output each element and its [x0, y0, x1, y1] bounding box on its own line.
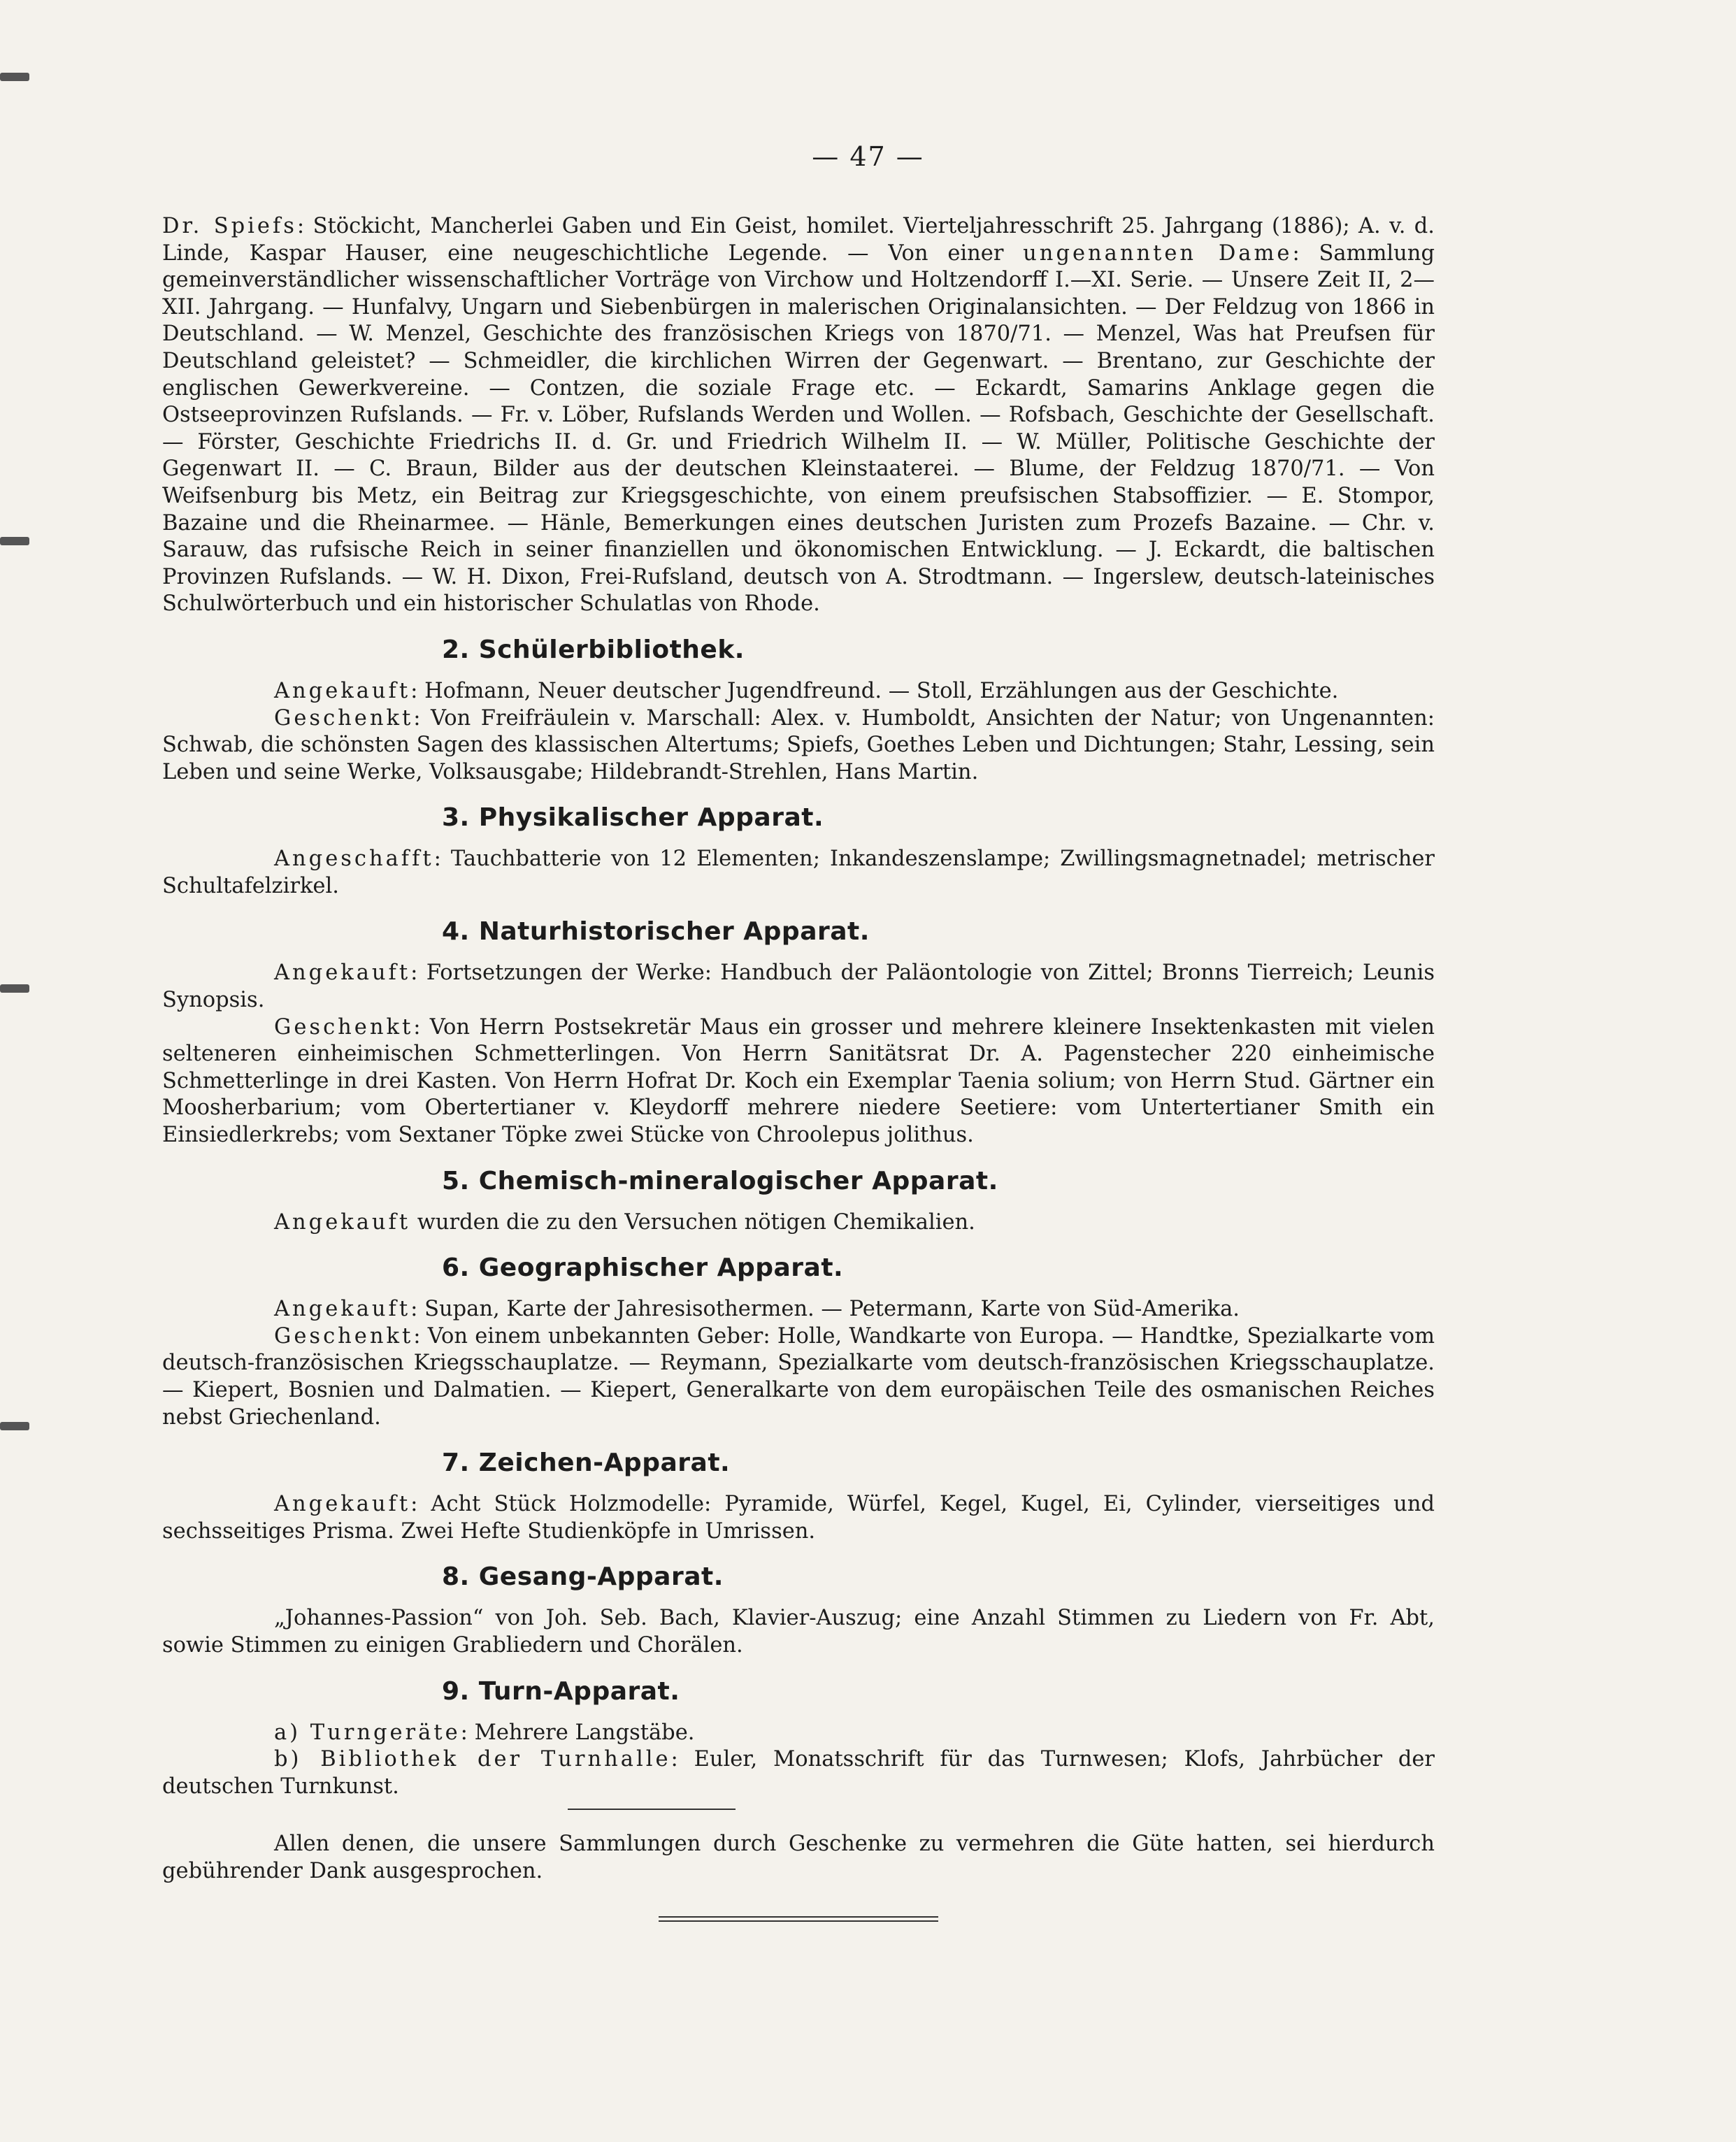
- section-paragraph: „Johannes-Passion“ von Joh. Seb. Bach, Klavier-Auszug; eine Anzahl Stimmen zu Liedern von Fr. Abt, sowie Stimmen zu einigen Grabliedern und Chorälen.: [162, 1606, 1435, 1658]
- page-number: — 47 —: [812, 141, 924, 172]
- closing-paragraph: Allen denen, die unsere Sammlungen durch Geschenke zu vermehren die Güte hatten, sei hierdurch gebührender Dank ausgesprochen.: [162, 1832, 1435, 1883]
- section-paragraph: b) Bibliothek der Turnhalle: Euler, Monatsschrift für das Turnwesen; Klofs, Jahrbücher der deutschen Turnkunst.: [162, 1747, 1435, 1799]
- section-paragraph: Geschenkt: Von einem unbekannten Geber: Holle, Wandkarte von Europa. — Handtke, Spezialkarte vom deutsch-französischen Kriegsschauplatze. — Reymann, Spezialkarte vom deutsch-französischen Kriegsschauplatze. — Kiepert, Bosnien und Dalmatien. — Kiepert, Generalkarte von dem europäischen Teile des osmanischen Reiches nebst Griechenland.: [162, 1323, 1435, 1430]
- section-heading: 4. Naturhistorischer Apparat.: [442, 917, 870, 947]
- intro-paragraph: Dr. Spiefs: Stöckicht, Mancherlei Gaben und Ein Geist, homilet. Vierteljahresschrift 25. Jahrgang (1886); A. v. d. Linde, Kaspar Hauser, eine neugeschichtliche Legende. — Von einer ungenannten Dame: Sammlung gemeinverständlicher wissenschaftlicher Vorträge von Virchow und Holtzendorff I.—XI. Serie. — Unsere Zeit II, 2—XII. Jahrgang. — Hunfalvy, Ungarn und Siebenbürgen in malerischen Originalansichten. — Der Feldzug von 1866 in Deutschland. — W. Menzel, Geschichte des französischen Kriegs von 1870/71. — Menzel, Was hat Preufsen für Deutschland geleistet? — Schmeidler, die kirchlichen Wirren der Gegenwart. — Brentano, zur Geschichte der englischen Gewerkvereine. — Contzen, die soziale Frage etc. — Eckardt, Samarins Anklage gegen die Ostseeprovinzen Rufslands. — Fr. v. Löber, Rufslands Werden und Wollen. — Rofsbach, Geschichte der Gesellschaft. — Förster, Geschichte Friedrichs II. d. Gr. und Friedrich Wilhelm II. — W. Müller, Politische Geschichte der Gegenwart II. — C. Braun, Bilder aus der deutschen Kleinstaaterei. — Blume, der Feldzug 1870/71. — Von Weifsenburg bis Metz, ein Beitrag zur Kriegsgeschichte, von einem preufsischen Stabsoffizier. — E. Stompor, Bazaine und die Rheinarmee. — Hänle, Bemerkungen eines deutschen Juristen zum Prozefs Bazaine. — Chr. v. Sarauw, das rufsische Reich in seiner finanziellen und ökonomischen Entwicklung. — J. Eckardt, die baltischen Provinzen Rufslands. — W. H. Dixon, Frei-Rufsland, deutsch von A. Strodtmann. — Ingerslew, deutsch-lateinisches Schulwörterbuch und ein historischer Schulatlas von Rhode.: [162, 214, 1435, 617]
- donor-name: Dr. Spiefs: [162, 214, 297, 238]
- section-heading: 6. Geographischer Apparat.: [442, 1253, 844, 1283]
- separator-line: [568, 1809, 736, 1810]
- section-paragraph: Geschenkt: Von Freifräulein v. Marschall: Alex. v. Humboldt, Ansichten der Natur; von Ungenannten: Schwab, die schönsten Sagen des klassischen Altertums; Spiefs, Goethes Leben und Dichtungen; Stahr, Lessing, sein Leben und seine Werke, Volksausgabe; Hildebrandt-Strehlen, Hans Martin.: [162, 705, 1435, 784]
- section-paragraph: Angekauft wurden die zu den Versuchen nötigen Chemikalien.: [274, 1209, 975, 1235]
- section-paragraph: Angeschafft: Tauchbatterie von 12 Elementen; Inkandeszenslampe; Zwillingsmagnetnadel; metrischer Schultafelzirkel.: [162, 847, 1435, 898]
- section-heading: 5. Chemisch-mineralogischer Apparat.: [442, 1166, 998, 1195]
- section-heading: 9. Turn-Apparat.: [442, 1676, 680, 1706]
- donor-name: ungenannten Dame: [1023, 240, 1293, 266]
- section-paragraph: Angekauft: Hofmann, Neuer deutscher Jugendfreund. — Stoll, Erzählungen aus der Geschichte.: [274, 678, 1339, 703]
- binding-mark: [0, 537, 29, 545]
- binding-mark: [0, 73, 29, 81]
- section-heading: 7. Zeichen-Apparat.: [442, 1449, 731, 1478]
- end-double-rule: [659, 1916, 938, 1922]
- section-heading: 8. Gesang-Apparat.: [442, 1562, 724, 1592]
- section-paragraph: Geschenkt: Von Herrn Postsekretär Maus ein grosser und mehrere kleinere Insektenkasten mit vielen selteneren einheimischen Schmetterlingen. Von Herrn Sanitätsrat Dr. A. Pagenstecher 220 einheimische Schmetterlinge in drei Kasten. Von Herrn Hofrat Dr. Koch ein Exemplar Taenia solium; von Herrn Stud. Gärtner ein Moosherbarium; vom Obertertianer v. Kleydorff mehrere niedere Seetiere: vom Untertertianer Smith ein Einsiedlerkrebs; vom Sextaner Töpke zwei Stücke von Chroolepus jolithus.: [162, 1014, 1435, 1148]
- section-paragraph: Angekauft: Acht Stück Holzmodelle: Pyramide, Würfel, Kegel, Kugel, Ei, Cylinder, vierseitiges und sechsseitiges Prisma. Zwei Hefte Studienköpfe in Umrissen.: [162, 1492, 1435, 1544]
- section-paragraph: Angekauft: Fortsetzungen der Werke: Handbuch der Paläontologie von Zittel; Bronns Tierreich; Leunis Synopsis.: [162, 961, 1435, 1013]
- page-content: [162, 213, 1435, 1922]
- section-paragraph: Angekauft: Supan, Karte der Jahresisothermen. — Petermann, Karte von Süd-Amerika.: [274, 1297, 1240, 1322]
- section-heading: 2. Schülerbibliothek.: [442, 635, 745, 664]
- binding-mark: [0, 1422, 29, 1430]
- binding-mark: [0, 984, 29, 993]
- section-heading: 3. Physikalischer Apparat.: [442, 803, 824, 833]
- section-paragraph: a) Turngeräte: Mehrere Langstäbe.: [274, 1720, 695, 1745]
